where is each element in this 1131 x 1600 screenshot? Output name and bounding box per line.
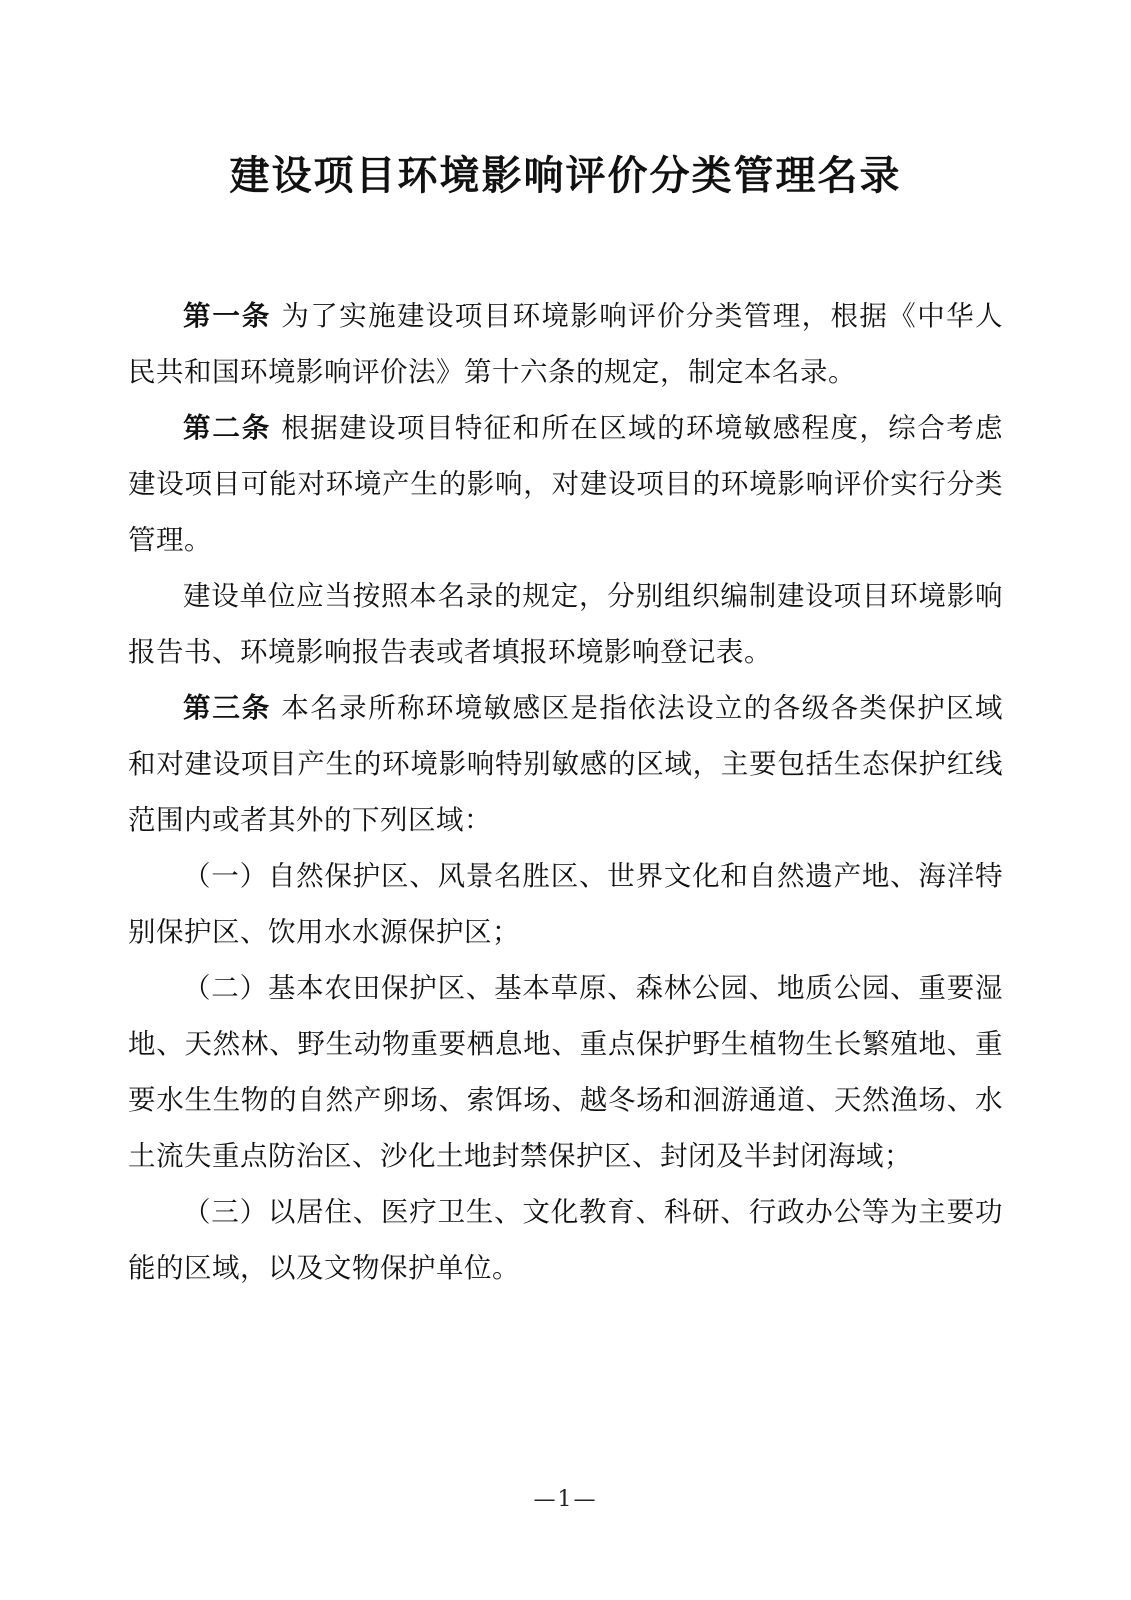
paragraph-article-2-continued — [128, 568, 1003, 680]
article-text-1: 为了实施建设项目环境影响评价分类管理，根据《中华人民共和国环境影响评价法》第十六条的规定，制定本名录。 — [128, 300, 1004, 388]
article-text-3: 本名录所称环境敏感区是指依法设立的各级各类保护区域和对建设项目产生的环境影响特别敏感的区域，主要包括生态保护红线范围内或者其外的下列区域： — [128, 692, 1004, 836]
paragraph-item-three — [128, 1184, 1003, 1296]
paragraph-item-one — [128, 848, 1003, 960]
article-text-2b: 建设单位应当按照本名录的规定，分别组织编制建设项目环境影响报告书、环境影响报告表或者填报环境影响登记表。 — [128, 580, 1003, 668]
page-number: —1— — [533, 1487, 598, 1512]
item-text-two: （二）基本农田保护区、基本草原、森林公园、地质公园、重要湿地、天然林、野生动物重要栖息地、重点保护野生植物生长繁殖地、重要水生生物的自然产卵场、索饵场、越冬场和洄游通道、天然渔场、水土流失重点防治区、沙化土地封禁保护区、封闭及半封闭海域； — [128, 972, 1003, 1172]
item-text-one: （一）自然保护区、风景名胜区、世界文化和自然遗产地、海洋特别保护区、饮用水水源保护区； — [128, 860, 1003, 948]
paragraph-article-3 — [128, 680, 1003, 848]
article-label-3: 第三条 — [183, 692, 272, 724]
article-label-1: 第一条 — [183, 300, 272, 332]
paragraph-article-1 — [128, 288, 1003, 400]
document-body — [128, 288, 1003, 1296]
item-text-three: （三）以居住、医疗卫生、文化教育、科研、行政办公等为主要功能的区域，以及文物保护单位。 — [128, 1196, 1003, 1284]
article-label-2: 第二条 — [183, 412, 272, 444]
paragraph-article-2 — [128, 400, 1003, 568]
paragraph-item-two — [128, 960, 1003, 1184]
page-title: 建设项目环境影响评价分类管理名录 — [229, 152, 902, 199]
article-text-2: 根据建设项目特征和所在区域的环境敏感程度，综合考虑建设项目可能对环境产生的影响，对建设项目的环境影响评价实行分类管理。 — [128, 412, 1004, 556]
